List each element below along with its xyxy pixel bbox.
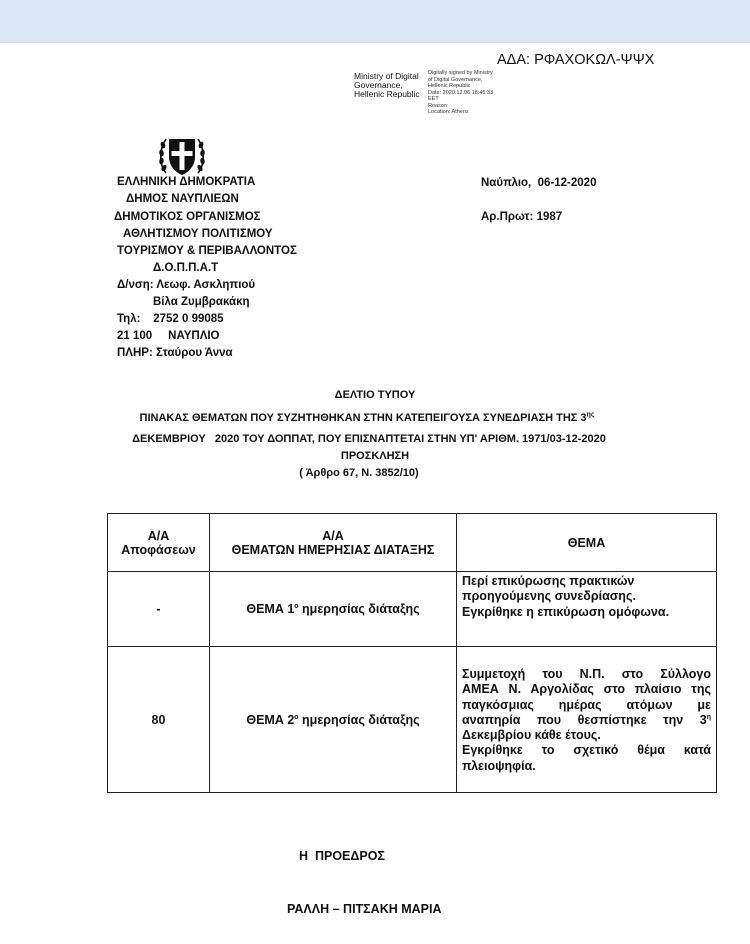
issuer-line: Βίλα Ζυμβρακάκη — [153, 296, 250, 308]
title-line2-text: ΠΙΝΑΚΑΣ ΘΕΜΑΤΩΝ ΠΟΥ ΣΥΖΗΤΗΘΗΚΑΝ ΣΤΗΝ ΚΑΤΕΠΕΙΓΟΥΣΑ ΣΥΝΕΔΡΙΑΣΗ ΤΗΣ 3 — [139, 412, 587, 424]
issuer-line: Τηλ: 2752 0 99085 — [117, 313, 224, 325]
row-decision-no: 80 — [108, 647, 210, 793]
president-name: ΡΑΛΛΗ – ΠΙΤΣΑΚΗ ΜΑΡΙΑ — [287, 902, 442, 916]
title-line2-sup: ης — [586, 411, 595, 419]
issuer-line: ΔΗΜΟΣ ΝΑΥΠΛΙΕΩΝ — [126, 193, 239, 205]
issuer-line: Δ.Ο.Π.Π.Α.Τ — [153, 262, 219, 274]
signature-org-line: Ministry of Digital — [354, 71, 419, 81]
issuer-line: ΕΛΛΗΝΙΚΗ ΔΗΜΟΚΡΑΤΙΑ — [117, 176, 256, 188]
digital-signature-org — [354, 72, 420, 99]
signature-detail-line: EET — [428, 96, 439, 102]
header-agenda-item: Α/Α ΘΕΜΑΤΩΝ ΗΜΕΡΗΣΙΑΣ ΔΙΑΤΑΞΗΣ — [210, 514, 457, 572]
signature-org-line: Hellenic Republic — [354, 89, 420, 99]
issuer-line: ΔΗΜΟΤΙΚΟΣ ΟΡΓΑΝΙΣΜΟΣ — [114, 211, 261, 223]
issuer-line: ΠΛΗΡ: Σταύρου Άννα — [117, 347, 233, 359]
signature-detail-line: Date: 2020.12.06 18:45:33 — [428, 89, 494, 96]
row-agenda-item: ΘΕΜΑ $1^o$ ημερησίας διάταξης — [210, 572, 457, 647]
table-row — [108, 572, 717, 647]
digital-signature-details — [428, 70, 493, 116]
signature-detail-line: Reason: — [428, 102, 449, 109]
doc-type: ΔΕΛΤΙΟ ΤΥΠΟΥ — [334, 389, 416, 401]
table-row — [108, 647, 717, 793]
table-header-row — [108, 514, 717, 572]
issuer-line: Δ/νση: Λεωφ. Ασκληπιού — [117, 279, 256, 291]
signature-org-line: Governance, — [354, 80, 403, 90]
signature-detail-line: of Digital Governance, — [428, 76, 483, 83]
row-subject: Συμμετοχή του Ν.Π. στο Σύλλογο ΑΜΕΑ Ν. Αργολίδας στο πλαίσιο της παγκόσμιας ημέρας ατόμων με αναπηρία που θεσπίστηκε την $3^\eta$ Δεκεμβρίου κάθε έτους. Εγκρίθηκε το σχετικό θέμα κατά πλειοψηφία. — [457, 647, 717, 793]
president-title: Η ΠΡΟΕΔΡΟΣ — [299, 849, 385, 863]
doc-title-line3: ΔΕΚΕΜΒΡΙΟΥ 2020 ΤΟΥ ΔΟΠΠΑΤ, ΠΟΥ ΕΠΙΣΝΑΠΤΕΤΑΙ ΣΤΗΝ ΥΠ' ΑΡΙΘΜ. 1971/03-12-2020 — [132, 433, 606, 445]
row-decision-no: - — [108, 572, 210, 647]
greek-emblem-icon — [157, 133, 207, 179]
doc-legal-ref: ( Άρθρο 67, Ν. 3852/10) — [299, 467, 419, 479]
agenda-table — [107, 513, 717, 793]
signature-detail-line: Digitally signed by Ministry — [428, 70, 493, 76]
ada-code: ΑΔΑ: ΡΦΑΧΟΚΩΛ-ΨΨΧ — [497, 52, 655, 68]
header-decision-no: Α/Α Αποφάσεων — [108, 514, 210, 572]
signature-detail-line: Hellenic Republic — [428, 83, 471, 89]
signature-detail-line: Location: Athens — [428, 109, 469, 115]
date-line: Ναύπλιο, 06-12-2020 — [481, 177, 597, 189]
issuer-line: 21 100 ΝΑΥΠΛΙΟ — [117, 330, 220, 342]
top-bar — [0, 0, 750, 43]
protocol-number: Αρ.Πρωτ: 1987 — [481, 211, 563, 223]
doc-title-line — [0, 412, 742, 424]
row-agenda-item: ΘΕΜΑ $2^o$ ημερησίας διάταξης — [210, 647, 457, 793]
issuer-line: ΤΟΥΡΙΣΜΟΥ & ΠΕΡΙΒΑΛΛΟΝΤΟΣ — [117, 245, 297, 257]
doc-invitation: ΠΡΟΣΚΛΗΣΗ — [340, 450, 410, 462]
row-subject: Περί επικύρωσης πρακτικών προηγούμενης συνεδρίασης. Εγκρίθηκε η επικύρωση ομόφωνα. — [457, 572, 717, 647]
issuer-line: ΑΘΛΗΤΙΣΜΟΥ ΠΟΛΙΤΙΣΜΟΥ — [123, 228, 273, 240]
header-subject: ΘΕΜΑ — [457, 514, 717, 572]
